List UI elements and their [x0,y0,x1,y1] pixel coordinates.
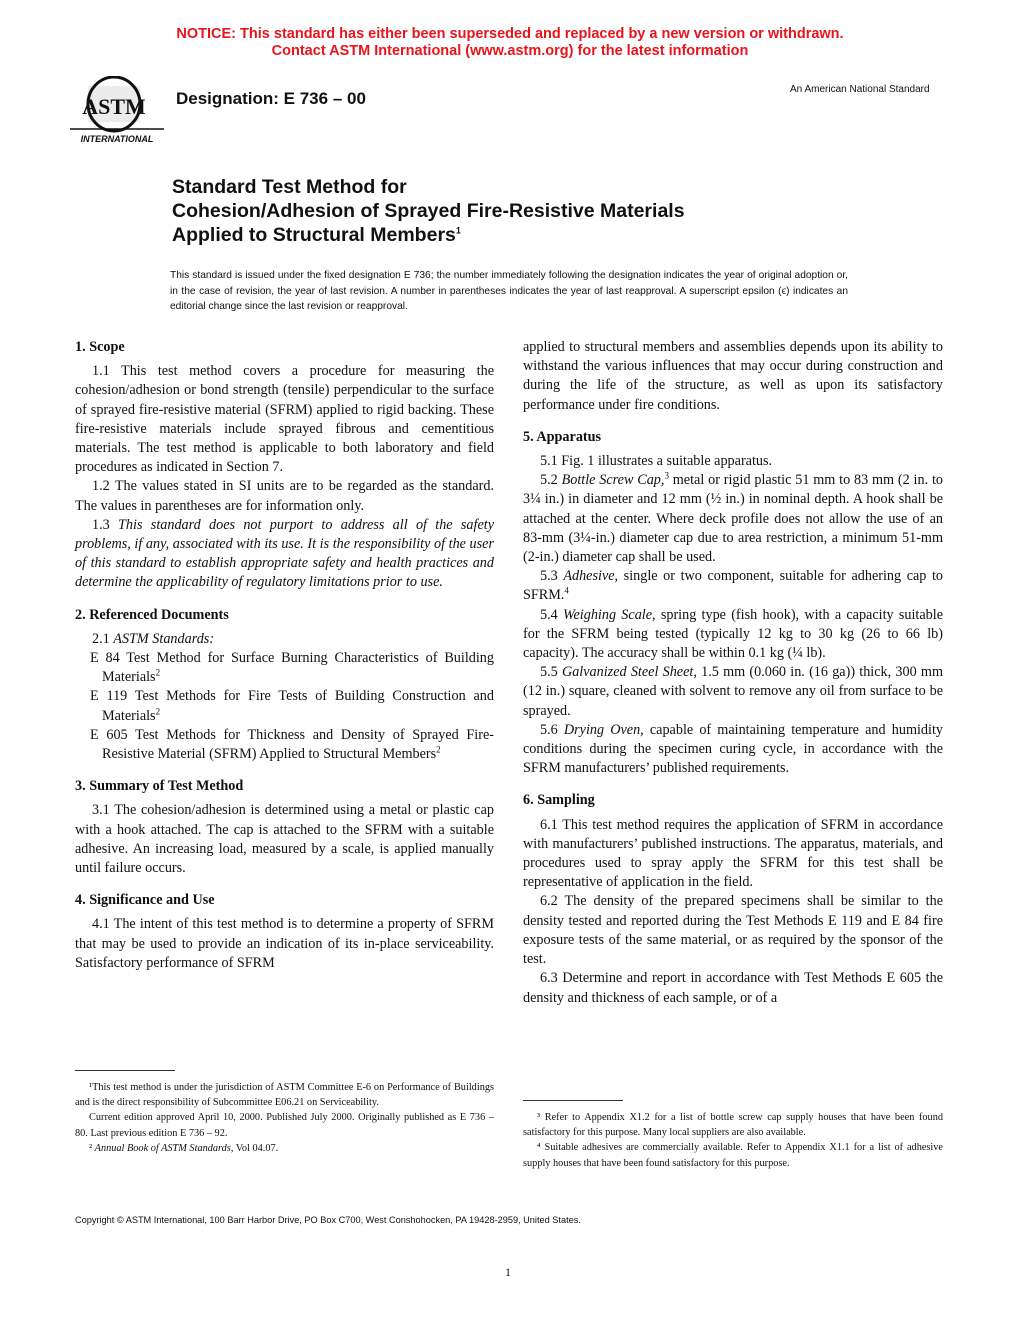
apparatus-p1: 5.1 Fig. 1 illustrates a suitable apparatus. [540,453,773,470]
scope-p1: 1.1 This test method covers a procedure for measuring the cohesion/adhesion or bond strength (tensile) perpendicular to the surface of sprayed fire-resistive material (SFRM) applied to rigid backing. These fire-resistive materials include sprayed fibrous and cementitious materials. The test method is applicable to both laboratory and field procedures as indicated in Section 7. [75,363,494,476]
scope-p2: 1.2 The values stated in SI units are to be regarded as the standard. The values in parentheses are for information only. [75,478,494,514]
document-title [172,175,685,247]
sampling-p1: 6.1 This test method requires the application of SFRM in accordance with manufacturers’ published instructions. The apparatus, materials, and procedures used to spray apply the SFRM for this test shall be representative of application in the field. [523,816,943,891]
apparatus-p2-term: Bottle Screw Cap, [561,472,665,489]
footnote-rule-right [523,1100,623,1101]
apparatus-p2 [523,471,943,567]
footnotes-right [523,1110,943,1171]
apparatus-p4 [523,606,943,664]
sampling-heading: 6. Sampling [523,792,595,809]
footnote-1b: Current edition approved April 10, 2000. Published July 2000. Originally published as E 736 – 80. Last previous edition E 736 – 92. [75,1112,494,1139]
summary-p1: 3.1 The cohesion/adhesion is determined using a metal or plastic cap with a hook attached. The cap is attached to the SFRM with a suitable adhesive. An increasing load, measured by a scale, is applied manually until failure occurs. [75,802,494,877]
apparatus-p6 [523,721,943,779]
sampling-p2: 6.2 The density of the prepared specimens shall be similar to the density tested and reported during the Test Methods E 119 and E 84 fire exposure tests of the same material, or as required by the sponsor of the test. [523,893,943,968]
significance-p1: 4.1 The intent of this test method is to determine a property of SFRM that may be used to provide an indication of its in-place serviceability. Satisfactory performance of SFRM [75,916,494,971]
apparatus-p6-text: , capable of maintaining temperature and humidity conditions during the specimen curing cycle, in accordance with the SFRM manufacturers’ published requirements. [523,721,943,777]
reference-fn: 2 [155,705,161,716]
scope-p3 [75,516,494,593]
reference-e84: E 84 Test Method for Surface Burning Characteristics of Building Materials [90,650,494,686]
title-line-1: Standard Test Method for [172,176,407,198]
footnote-3: ³ Refer to Appendix X1.2 for a list of bottle screw cap supply houses that have been found satisfactory for this purpose. Many local suppliers are also available. [523,1112,943,1139]
referenced-p1-text: ASTM Standards: [113,630,215,647]
apparatus-p6-term: Drying Oven [563,721,641,738]
referenced-p1 [75,630,494,649]
apparatus-p3 [523,567,943,605]
apparatus-p3-text: , single or two component, suitable for adhering cap to SFRM. [523,568,944,604]
reference-item [75,726,494,764]
referenced-heading: 2. Referenced Documents [75,606,229,623]
designation: Designation: E 736 – 00 [176,89,366,108]
apparatus-p4-num: 5.4 [540,606,563,623]
reference-item [75,687,494,725]
title-line-3 [172,223,685,247]
scope-heading: 1. Scope [75,339,125,355]
apparatus-p3-term: Adhesive [563,568,615,585]
page-number: 1 [505,1265,511,1279]
footnote-2-tail: , Vol 04.07. [230,1142,279,1154]
footnote-4: ⁴ Suitable adhesives are commercially available. Refer to Appendix X1.1 for a list of adhesive supply houses that have been found satisfactory for this purpose. [523,1142,943,1169]
significance-heading: 4. Significance and Use [75,892,215,909]
footnote-2 [75,1141,494,1156]
apparatus-p3-num: 5.3 [540,568,564,585]
apparatus-p3-fn: 4 [564,585,569,596]
apparatus-heading: 5. Apparatus [523,428,602,445]
apparatus-p4-text: , spring type (fish hook), with a capacity suitable for the SFRM being tested (typically 12 kg to 30 kg (26 to 66 lb) capacity). The accuracy shall be within 0.1 kg (¼ lb). [523,606,943,662]
footnote-rule-left [75,1070,175,1071]
astm-logo [70,76,164,148]
apparatus-p5-term: Galvanized Steel Sheet [561,664,694,681]
logo-text: ASTM [82,94,146,119]
reference-item [75,649,494,687]
national-standard-label: An American National Standard [790,84,930,95]
footnotes-left [75,1080,494,1156]
apparatus-p4-term: Weighing Scale [562,606,653,623]
reference-fn: 2 [155,667,161,678]
withdrawal-notice [0,26,1020,60]
reference-e119: E 119 Test Methods for Fire Tests of Building Construction and Materials [90,688,494,724]
significance-p1-continued: applied to structural members and assemblies depends upon its ability to withstand the various influences that may occur during construction and during the life of the structure, as well as upon its satisfactory performance under fire conditions. [523,339,943,413]
scope-p3-text: This standard does not purport to address all of the safety problems, if any, associated with its use. It is the responsibility of the user of this standard to establish appropriate safety and health practices and determine the applicability of regulatory limitations prior to use. [75,516,494,591]
notice-line-2: Contact ASTM International (www.astm.org) for the latest information [271,43,749,59]
title-line-3-text: Applied to Structural Members [172,224,456,246]
footnote-2-title: Annual Book of ASTM Standards [94,1142,231,1154]
scope-p3-num: 1.3 [92,516,119,533]
apparatus-p6-num: 5.6 [540,721,564,738]
reference-e605: E 605 Test Methods for Thickness and Density of Sprayed Fire-Resistive Material (SFRM) Applied to Structural Members [90,726,494,763]
reference-fn: 2 [436,744,441,755]
apparatus-p2-fn: 3 [664,470,669,481]
standard-intro: This standard is issued under the fixed designation E 736; the number immediately following the designation indicates the year of original adoption or, in the case of revision, the year of last revision. A number in parentheses indicates the year of last reapproval. A superscript epsilon (ϵ) indicates an editorial change since the last revision or reapproval. [170,270,848,312]
summary-heading: 3. Summary of Test Method [75,778,244,795]
copyright: Copyright © ASTM International, 100 Barr Harbor Drive, PO Box C700, West Conshohocken, PA 19428-2959, United States. [75,1215,581,1225]
sampling-p3: 6.3 Determine and report in accordance with Test Methods E 605 the density and thickness of each sample, or of a [523,970,943,1006]
footnote-2-num: ² [89,1142,95,1154]
footnote-1: ¹This test method is under the jurisdiction of ASTM Committee E-6 on Performance of Buildings and is the direct responsibility of Subcommittee E06.21 on Serviceability. [75,1082,494,1109]
referenced-p1-num: 2.1 [92,630,114,647]
apparatus-p5-text: , 1.5 mm (0.060 in. (16 ga)) thick, 300 mm (12 in.) square, cleaned with solvent to remove any oil from surface to be sprayed. [523,664,943,719]
apparatus-p5-num: 5.5 [540,664,562,681]
title-line-2: Cohesion/Adhesion of Sprayed Fire-Resistive Materials [172,200,685,222]
title-footnote-ref: 1 [455,225,461,236]
apparatus-p2-text: metal or rigid plastic 51 mm to 83 mm (2 in. to 3¼ in.) in diameter and 12 mm (½ in.) in nominal depth. A hook shall be attached at the center. Where deck profile does not allow the use of an 83-mm (3¼-in.) diameter cap due to area restriction, a minimum 51-mm (2-in.) diameter cap shall be used. [523,472,943,566]
left-column [75,338,494,973]
logo-subtext: INTERNATIONAL [80,134,154,144]
right-column [523,338,943,1008]
apparatus-p2-num: 5.2 [540,472,562,489]
apparatus-p5 [523,663,943,721]
astm-logo-icon [70,76,164,148]
notice-line-1: NOTICE: This standard has either been superseded and replaced by a new version or withdrawn. [176,26,844,42]
